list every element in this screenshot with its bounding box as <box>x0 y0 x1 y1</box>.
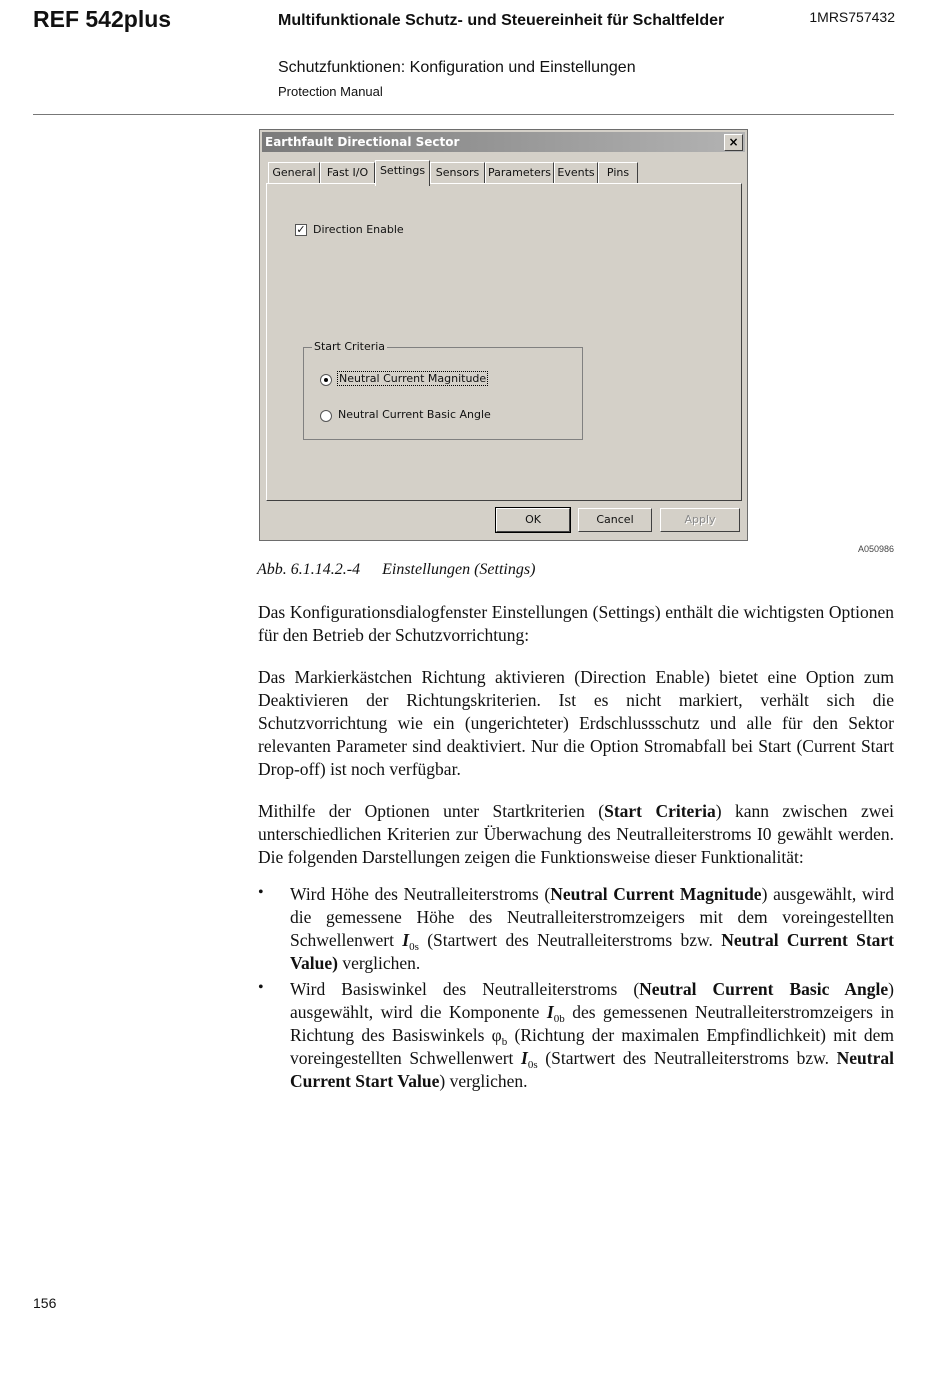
header-divider <box>33 114 894 115</box>
text-segment: Mithilfe der Optionen unter Startkriterien ( <box>258 801 605 821</box>
symbol-i: I <box>546 1002 554 1022</box>
dialog-titlebar <box>262 132 745 152</box>
text-segment: verglichen. <box>337 953 421 973</box>
document-subtitle: Schutzfunktionen: Konfiguration und Einstellungen <box>278 59 636 76</box>
bold-segment: Neutral Current Start Value <box>290 1048 894 1091</box>
close-icon[interactable]: × <box>724 134 743 151</box>
neutral-current-magnitude-label[interactable] <box>337 372 488 385</box>
figure-number: Abb. 6.1.14.2.-4 <box>257 561 361 578</box>
subscript: 0b <box>553 1013 565 1025</box>
neutral-current-magnitude-radio[interactable] <box>320 374 332 386</box>
direction-enable-label[interactable]: Direction Enable <box>313 223 404 236</box>
settings-panel <box>266 183 742 501</box>
document-id: 1MRS757432 <box>809 9 895 25</box>
figure-caption-text: Einstellungen (Settings) <box>382 561 536 578</box>
paragraph-direction-enable: Das Markierkästchen Richtung aktivieren (Direction Enable) bietet eine Option zum Deaktivieren der Richtungskriterien. Ist es nicht markiert, verhält sich die Schutzvorrichtung wie ein (ungerichteter) Erdschlussschutz und alle für den Sektor relevanten Parameter sind deaktiviert. Nur die Option Stromabfall bei Start (Current Start Drop-off) ist noch verfügbar. <box>258 667 894 779</box>
text-segment: (Startwert des Neutralleiterstroms bzw. <box>537 1048 837 1068</box>
direction-enable-checkbox[interactable] <box>295 224 307 236</box>
subscript: 0s <box>409 941 419 953</box>
tab-sensors[interactable]: Sensors <box>430 162 485 184</box>
text-segment: (Startwert des Neutralleiterstroms bzw. <box>418 930 722 950</box>
text-segment: Wird Höhe des Neutralleiterstroms ( <box>290 884 551 904</box>
tab-settings[interactable]: Settings <box>375 160 430 186</box>
apply-button[interactable]: Apply <box>660 508 740 532</box>
start-criteria-group <box>303 340 583 440</box>
text-segment: (Richtung der maximalen Empfindlichkeit) mit dem voreingestellten Schwellenwert <box>290 1025 895 1068</box>
neutral-current-basic-angle-label[interactable]: Neutral Current Basic Angle <box>338 408 491 421</box>
figure-caption <box>257 561 535 579</box>
bold-segment: Neutral Current Basic Angle <box>639 979 889 999</box>
text-segment: des gemessenen Neutralleiterstromzeigers in Richtung des Basiswinkels <box>290 1002 894 1045</box>
radio-selected-dot <box>324 378 328 382</box>
bullet-basic-angle <box>290 978 894 1093</box>
dialog-title: Earthfault Directional Sector <box>265 135 460 149</box>
tab-parameters[interactable]: Parameters <box>485 162 554 184</box>
bold-segment: Neutral Current Start Value) <box>290 930 894 973</box>
text-segment: ) ausgewählt, wird die gemessene Höhe des Neutralleiterstromzeigers mit dem voreingestellten Schwellenwert <box>290 884 894 950</box>
subscript: 0s <box>527 1059 538 1071</box>
neutral-current-basic-angle-radio[interactable] <box>320 410 332 422</box>
bullet-icon: • <box>258 979 264 996</box>
check-icon: ✓ <box>296 223 306 236</box>
figure-id: A050986 <box>857 544 894 554</box>
document-title: Multifunktionale Schutz- und Steuereinheit für Schaltfelder <box>278 12 725 29</box>
text-segment: ) kann zwischen zwei unterschiedlichen Kriterien zur Überwachung des Neutralleiterstroms I0 gewählt werden. Die folgenden Darstellungen zeigen die Funktionsweise dieser Funktionalität: <box>258 801 894 867</box>
paragraph-start-criteria <box>258 800 894 869</box>
bold-segment: Neutral Current Magnitude <box>550 884 762 904</box>
symbol-i: I <box>402 930 410 950</box>
text-segment: ) verglichen. <box>439 1071 528 1091</box>
manual-name: Protection Manual <box>278 84 383 99</box>
subscript: b <box>501 1036 508 1048</box>
product-name: REF 542plus <box>33 6 172 32</box>
start-criteria-label: Start Criteria <box>314 340 386 353</box>
symbol-i: I <box>521 1048 528 1068</box>
bullet-magnitude <box>290 883 894 975</box>
paragraph-intro: Das Konfigurationsdialogfenster Einstellungen (Settings) enthält die wichtigsten Optionen für den Betrieb der Schutzvorrichtung: <box>258 602 894 645</box>
cancel-button[interactable]: Cancel <box>578 508 652 532</box>
bullet-icon: • <box>258 884 264 901</box>
tab-events[interactable]: Events <box>554 162 598 184</box>
neutral-current-magnitude-text: Neutral Current Magnitude <box>339 372 487 385</box>
page-number: 156 <box>33 1295 57 1311</box>
text-segment: ) ausgewählt, wird die Komponente <box>290 979 894 1022</box>
settings-dialog <box>259 129 748 541</box>
tab-fast-io[interactable]: Fast I/O <box>320 162 375 184</box>
text-segment: Wird Basiswinkel des Neutralleiterstroms ( <box>290 979 640 999</box>
symbol-phi: φ <box>491 1025 502 1045</box>
tab-general[interactable]: General <box>268 162 320 184</box>
ok-button[interactable]: OK <box>496 508 570 532</box>
bold-segment: Start Criteria <box>604 801 716 821</box>
tab-pins[interactable]: Pins <box>598 162 638 184</box>
